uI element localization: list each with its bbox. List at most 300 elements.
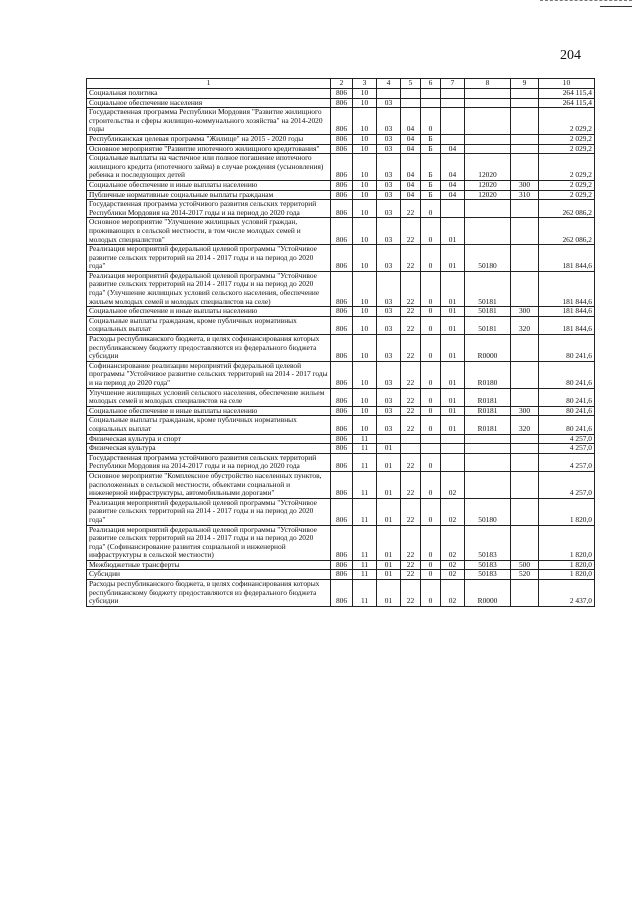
activity-code: 01	[441, 406, 465, 416]
program-code: 22	[401, 335, 421, 362]
budget-table	[86, 78, 595, 607]
program-code	[401, 89, 421, 99]
amount: 181 844,6	[539, 307, 595, 317]
amount: 2 029,2	[539, 180, 595, 190]
amount: 80 241,6	[539, 335, 595, 362]
section-code: 10	[353, 388, 377, 406]
section-code: 10	[353, 180, 377, 190]
activity-code: 01	[441, 335, 465, 362]
subsection-code: 01	[377, 471, 401, 498]
subprogram-code: Б	[421, 190, 441, 200]
program-code: 22	[401, 560, 421, 570]
subprogram-code: 0	[421, 580, 441, 607]
row-name: Республиканская целевая программа "Жилище" на 2015 - 2020 годы	[87, 134, 331, 144]
header-cell: 4	[377, 79, 401, 89]
program-code: 22	[401, 570, 421, 580]
section-code: 10	[353, 245, 377, 272]
activity-code: 04	[441, 144, 465, 154]
subsection-code: 03	[377, 190, 401, 200]
row-name: Межбюджетные трансферты	[87, 560, 331, 570]
subsection-code: 03	[377, 180, 401, 190]
subsection-code: 03	[377, 316, 401, 334]
subsection-code: 01	[377, 560, 401, 570]
expense-type-code: 310	[511, 190, 539, 200]
amount: 80 241,6	[539, 388, 595, 406]
program-code: 22	[401, 498, 421, 525]
amount: 2 029,2	[539, 134, 595, 144]
header-cell: 7	[441, 79, 465, 89]
row-name: Государственная программа устойчивого развития сельских территорий Республики Мордовия на 2014-2017 годы и на период до 2020 года	[87, 200, 331, 218]
grbs-code: 806	[331, 453, 353, 471]
program-code: 04	[401, 108, 421, 135]
subprogram-code	[421, 444, 441, 454]
expense-type-code: 520	[511, 570, 539, 580]
activity-code	[441, 200, 465, 218]
section-code: 11	[353, 580, 377, 607]
subprogram-code: 0	[421, 570, 441, 580]
row-name: Основное мероприятие "Комплексное обустройство населенных пунктов, расположенных в сельской местности, объектами социальной и инженерной инфраструктуры, автомобильными дорогами"	[87, 471, 331, 498]
subsection-code: 03	[377, 361, 401, 388]
activity-code: 01	[441, 316, 465, 334]
activity-code	[441, 444, 465, 454]
amount: 4 257,0	[539, 471, 595, 498]
table-row	[87, 444, 595, 454]
grbs-code: 806	[331, 406, 353, 416]
subprogram-code: 0	[421, 108, 441, 135]
activity-code: 02	[441, 471, 465, 498]
grbs-code: 806	[331, 180, 353, 190]
table-row	[87, 388, 595, 406]
header-cell: 1	[87, 79, 331, 89]
section-code: 11	[353, 560, 377, 570]
amount: 4 257,0	[539, 453, 595, 471]
section-code: 11	[353, 570, 377, 580]
amount: 1 820,0	[539, 570, 595, 580]
program-code	[401, 434, 421, 444]
row-name: Социальное обеспечение и иные выплаты населению	[87, 180, 331, 190]
program-code: 22	[401, 453, 421, 471]
amount: 2 029,2	[539, 190, 595, 200]
subprogram-code: 0	[421, 525, 441, 560]
direction-code: 12020	[465, 154, 511, 181]
section-code: 11	[353, 471, 377, 498]
table-row	[87, 180, 595, 190]
direction-code	[465, 200, 511, 218]
section-code: 10	[353, 416, 377, 434]
grbs-code: 806	[331, 98, 353, 108]
grbs-code: 806	[331, 525, 353, 560]
grbs-code: 806	[331, 144, 353, 154]
subprogram-code: 0	[421, 471, 441, 498]
row-name: Софинансирование реализации мероприятий федеральной целевой программы "Устойчивое развитие сельских территорий на 2014 - 2017 годы и на период до 2020 года"	[87, 361, 331, 388]
program-code: 04	[401, 144, 421, 154]
activity-code: 01	[441, 361, 465, 388]
expense-type-code	[511, 580, 539, 607]
expense-type-code	[511, 471, 539, 498]
section-code: 11	[353, 525, 377, 560]
activity-code: 02	[441, 580, 465, 607]
activity-code: 02	[441, 498, 465, 525]
section-code: 10	[353, 144, 377, 154]
row-name: Социальное обеспечение и иные выплаты населению	[87, 406, 331, 416]
amount: 262 086,2	[539, 218, 595, 245]
amount: 181 844,6	[539, 271, 595, 306]
grbs-code: 806	[331, 190, 353, 200]
row-name: Социальное обеспечение и иные выплаты населению	[87, 307, 331, 317]
expense-type-code	[511, 245, 539, 272]
amount: 2 029,2	[539, 144, 595, 154]
section-code: 10	[353, 316, 377, 334]
grbs-code: 806	[331, 498, 353, 525]
subprogram-code: 0	[421, 406, 441, 416]
direction-code: R0181	[465, 416, 511, 434]
row-name: Государственная программа Республики Мордовия "Развитие жилищного строительства и сферы жилищно-коммунального хозяйства" на 2014-2020 годы	[87, 108, 331, 135]
grbs-code: 806	[331, 200, 353, 218]
expense-type-code: 300	[511, 307, 539, 317]
activity-code	[441, 108, 465, 135]
section-code: 10	[353, 361, 377, 388]
direction-code: 12020	[465, 190, 511, 200]
direction-code: 50180	[465, 498, 511, 525]
amount: 1 820,0	[539, 498, 595, 525]
subsection-code: 03	[377, 406, 401, 416]
subprogram-code: 0	[421, 388, 441, 406]
table-row	[87, 108, 595, 135]
row-name: Социальная политика	[87, 89, 331, 99]
program-code: 22	[401, 218, 421, 245]
table-row	[87, 271, 595, 306]
grbs-code: 806	[331, 89, 353, 99]
table-row	[87, 453, 595, 471]
header-cell: 8	[465, 79, 511, 89]
activity-code: 04	[441, 154, 465, 181]
table-row	[87, 307, 595, 317]
top-dashed-rule	[540, 0, 632, 1]
amount: 1 820,0	[539, 525, 595, 560]
subprogram-code: Б	[421, 144, 441, 154]
direction-code: R0181	[465, 406, 511, 416]
grbs-code: 806	[331, 134, 353, 144]
program-code: 04	[401, 154, 421, 181]
activity-code: 01	[441, 245, 465, 272]
table-row	[87, 134, 595, 144]
amount: 181 844,6	[539, 316, 595, 334]
row-name: Субсидии	[87, 570, 331, 580]
row-name: Улучшение жилищных условий сельского населения, обеспечение жильем молодых семей и молодых специалистов на селе	[87, 388, 331, 406]
direction-code: 50183	[465, 570, 511, 580]
subsection-code: 03	[377, 218, 401, 245]
direction-code	[465, 108, 511, 135]
grbs-code: 806	[331, 444, 353, 454]
amount: 2 029,2	[539, 108, 595, 135]
grbs-code: 806	[331, 434, 353, 444]
program-code: 22	[401, 361, 421, 388]
activity-code: 01	[441, 307, 465, 317]
row-name: Основное мероприятие "Улучшение жилищных условий граждан, проживающих в сельской местности, в том числе молодых семей и молодых специалистов"	[87, 218, 331, 245]
subprogram-code: Б	[421, 154, 441, 181]
subprogram-code: 0	[421, 453, 441, 471]
subprogram-code: 0	[421, 245, 441, 272]
subsection-code: 01	[377, 525, 401, 560]
direction-code	[465, 218, 511, 245]
program-code: 04	[401, 190, 421, 200]
program-code: 22	[401, 316, 421, 334]
table-header-row	[87, 79, 595, 89]
grbs-code: 806	[331, 271, 353, 306]
direction-code	[465, 144, 511, 154]
header-cell: 9	[511, 79, 539, 89]
grbs-code: 806	[331, 416, 353, 434]
expense-type-code: 500	[511, 560, 539, 570]
subsection-code: 03	[377, 144, 401, 154]
direction-code	[465, 98, 511, 108]
header-cell: 10	[539, 79, 595, 89]
expense-type-code	[511, 134, 539, 144]
grbs-code: 806	[331, 560, 353, 570]
expense-type-code: 320	[511, 316, 539, 334]
section-code: 11	[353, 444, 377, 454]
expense-type-code	[511, 108, 539, 135]
amount: 1 820,0	[539, 560, 595, 570]
subprogram-code: Б	[421, 180, 441, 190]
table-row	[87, 245, 595, 272]
activity-code: 01	[441, 416, 465, 434]
program-code: 04	[401, 134, 421, 144]
header-cell: 2	[331, 79, 353, 89]
section-code: 10	[353, 218, 377, 245]
section-code: 10	[353, 89, 377, 99]
subsection-code	[377, 89, 401, 99]
row-name: Социальное обеспечение населения	[87, 98, 331, 108]
section-code: 10	[353, 200, 377, 218]
expense-type-code	[511, 218, 539, 245]
section-code: 11	[353, 453, 377, 471]
subsection-code: 01	[377, 453, 401, 471]
table-row	[87, 218, 595, 245]
activity-code	[441, 434, 465, 444]
section-code: 10	[353, 406, 377, 416]
subprogram-code: 0	[421, 218, 441, 245]
expense-type-code: 320	[511, 416, 539, 434]
subprogram-code: 0	[421, 361, 441, 388]
table-row	[87, 416, 595, 434]
amount: 264 115,4	[539, 89, 595, 99]
subprogram-code: 0	[421, 416, 441, 434]
subprogram-code: 0	[421, 335, 441, 362]
subsection-code: 03	[377, 200, 401, 218]
section-code: 10	[353, 154, 377, 181]
header-cell: 3	[353, 79, 377, 89]
expense-type-code	[511, 271, 539, 306]
direction-code	[465, 471, 511, 498]
program-code: 22	[401, 406, 421, 416]
table-row	[87, 525, 595, 560]
subsection-code: 03	[377, 388, 401, 406]
subsection-code: 01	[377, 498, 401, 525]
section-code: 10	[353, 307, 377, 317]
expense-type-code	[511, 434, 539, 444]
subsection-code: 03	[377, 108, 401, 135]
subprogram-code	[421, 98, 441, 108]
subprogram-code: Б	[421, 134, 441, 144]
program-code: 22	[401, 580, 421, 607]
row-name: Публичные нормативные социальные выплаты гражданам	[87, 190, 331, 200]
grbs-code: 806	[331, 218, 353, 245]
expense-type-code	[511, 89, 539, 99]
row-name: Физическая культура и спорт	[87, 434, 331, 444]
expense-type-code	[511, 335, 539, 362]
expense-type-code	[511, 361, 539, 388]
grbs-code: 806	[331, 316, 353, 334]
table-row	[87, 361, 595, 388]
expense-type-code	[511, 154, 539, 181]
row-name: Основное мероприятие "Развитие ипотечного жилищного кредитования"	[87, 144, 331, 154]
subprogram-code: 0	[421, 271, 441, 306]
subsection-code: 03	[377, 134, 401, 144]
table-row	[87, 471, 595, 498]
expense-type-code	[511, 98, 539, 108]
grbs-code: 806	[331, 580, 353, 607]
activity-code: 04	[441, 190, 465, 200]
expense-type-code: 300	[511, 180, 539, 190]
amount: 181 844,6	[539, 245, 595, 272]
row-name: Реализация мероприятий федеральной целевой программы "Устойчивое развитие сельских территорий на 2014 - 2017 годы и на период до 2020 года"	[87, 498, 331, 525]
table-row	[87, 316, 595, 334]
row-name: Расходы республиканского бюджета, в целях софинансирования которых республиканскому бюджету предоставляются из федерального бюджета субсидии	[87, 335, 331, 362]
grbs-code: 806	[331, 307, 353, 317]
expense-type-code	[511, 498, 539, 525]
subsection-code: 01	[377, 444, 401, 454]
grbs-code: 806	[331, 335, 353, 362]
activity-code: 04	[441, 180, 465, 190]
direction-code: 50181	[465, 307, 511, 317]
row-name: Реализация мероприятий федеральной целевой программы "Устойчивое развитие сельских территорий на 2014 - 2017 годы и на период до 2020 года" (Софинансирование развития социальной и инженерной инфраструктуры в сельской местности)	[87, 525, 331, 560]
page-number: 204	[560, 48, 581, 63]
activity-code: 02	[441, 560, 465, 570]
direction-code: 50183	[465, 560, 511, 570]
activity-code	[441, 89, 465, 99]
direction-code	[465, 453, 511, 471]
expense-type-code	[511, 200, 539, 218]
subprogram-code	[421, 89, 441, 99]
direction-code: 50181	[465, 271, 511, 306]
direction-code: R0000	[465, 335, 511, 362]
top-solid-rule	[600, 6, 632, 7]
direction-code: R0181	[465, 388, 511, 406]
subprogram-code: 0	[421, 316, 441, 334]
section-code: 10	[353, 98, 377, 108]
amount: 4 257,0	[539, 444, 595, 454]
grbs-code: 806	[331, 570, 353, 580]
section-code: 11	[353, 498, 377, 525]
grbs-code: 806	[331, 245, 353, 272]
header-cell: 5	[401, 79, 421, 89]
row-name: Реализация мероприятий федеральной целевой программы "Устойчивое развитие сельских территорий на 2014 - 2017 годы и на период до 2020 года"	[87, 245, 331, 272]
grbs-code: 806	[331, 361, 353, 388]
amount: 2 029,2	[539, 154, 595, 181]
direction-code: 50183	[465, 525, 511, 560]
row-name: Социальные выплаты на частичное или полное погашение ипотечного жилищного кредита (ипотечного займа) в случае рождения (усыновления) ребенка и последующих детей	[87, 154, 331, 181]
program-code	[401, 98, 421, 108]
section-code: 10	[353, 108, 377, 135]
subsection-code: 03	[377, 416, 401, 434]
activity-code: 02	[441, 525, 465, 560]
activity-code	[441, 453, 465, 471]
amount: 80 241,6	[539, 406, 595, 416]
subprogram-code	[421, 434, 441, 444]
program-code: 22	[401, 307, 421, 317]
header-cell: 6	[421, 79, 441, 89]
amount: 80 241,6	[539, 361, 595, 388]
table-row	[87, 498, 595, 525]
activity-code	[441, 98, 465, 108]
program-code: 22	[401, 416, 421, 434]
subsection-code: 03	[377, 271, 401, 306]
expense-type-code	[511, 144, 539, 154]
amount: 262 086,2	[539, 200, 595, 218]
activity-code: 01	[441, 218, 465, 245]
grbs-code: 806	[331, 388, 353, 406]
expense-type-code	[511, 388, 539, 406]
direction-code: 50181	[465, 316, 511, 334]
table-row	[87, 200, 595, 218]
activity-code: 01	[441, 271, 465, 306]
program-code: 04	[401, 180, 421, 190]
grbs-code: 806	[331, 471, 353, 498]
direction-code: R0000	[465, 580, 511, 607]
direction-code: 50180	[465, 245, 511, 272]
direction-code	[465, 444, 511, 454]
amount: 2 437,0	[539, 580, 595, 607]
subsection-code: 03	[377, 335, 401, 362]
program-code	[401, 444, 421, 454]
amount: 80 241,6	[539, 416, 595, 434]
program-code: 22	[401, 471, 421, 498]
subsection-code: 03	[377, 98, 401, 108]
activity-code: 01	[441, 388, 465, 406]
subprogram-code: 0	[421, 307, 441, 317]
table-row	[87, 154, 595, 181]
amount: 4 257,0	[539, 434, 595, 444]
section-code: 10	[353, 271, 377, 306]
activity-code: 02	[441, 570, 465, 580]
subsection-code: 03	[377, 245, 401, 272]
subsection-code: 01	[377, 570, 401, 580]
row-name: Государственная программа устойчивого развития сельских территорий Республики Мордовия на 2014-2017 годы и на период до 2020 года	[87, 453, 331, 471]
program-code: 22	[401, 271, 421, 306]
program-code: 22	[401, 245, 421, 272]
row-name: Социальные выплаты гражданам, кроме публичных нормативных социальных выплат	[87, 416, 331, 434]
table-row	[87, 335, 595, 362]
program-code: 22	[401, 525, 421, 560]
direction-code: R0180	[465, 361, 511, 388]
program-code: 22	[401, 200, 421, 218]
row-name: Расходы республиканского бюджета, в целях софинансирования которых республиканскому бюджету предоставляются из федерального бюджета субсидии	[87, 580, 331, 607]
subprogram-code: 0	[421, 200, 441, 218]
subsection-code: 03	[377, 154, 401, 181]
program-code: 22	[401, 388, 421, 406]
expense-type-code	[511, 453, 539, 471]
expense-type-code: 300	[511, 406, 539, 416]
subprogram-code: 0	[421, 560, 441, 570]
section-code: 10	[353, 190, 377, 200]
section-code: 11	[353, 434, 377, 444]
direction-code	[465, 434, 511, 444]
row-name: Реализация мероприятий федеральной целевой программы "Устойчивое развитие сельских территорий на 2014 - 2017 годы и на период до 2020 года" (Улучшение жилищных условий сельского населения, обеспечение жильем молодых семей и молодых специалистов на селе)	[87, 271, 331, 306]
expense-type-code	[511, 444, 539, 454]
row-name: Социальные выплаты гражданам, кроме публичных нормативных социальных выплат	[87, 316, 331, 334]
direction-code	[465, 134, 511, 144]
